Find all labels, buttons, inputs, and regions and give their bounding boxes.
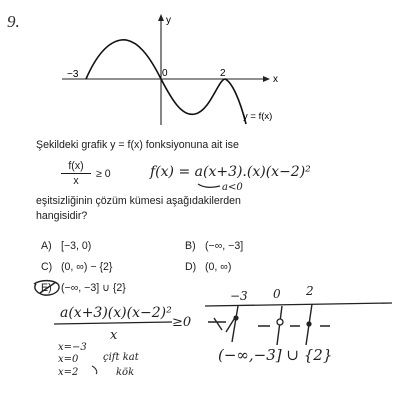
tick-label-0: 0	[162, 68, 168, 79]
hw-sign-axis	[205, 303, 392, 306]
option-text: [−3, 0)	[61, 240, 92, 252]
hw-function-form: f(x) = a(x+3).(x)(x−2)²	[150, 164, 311, 180]
tick-label-neg3: −3	[67, 69, 79, 80]
hw-double-root-note-2: kök	[116, 367, 135, 378]
question-stem-line-2: eşitsizliğinin çözüm kümesi aşağıdakilerden	[36, 195, 241, 207]
hw-root-neg3: x=−3	[58, 342, 87, 353]
curve-label: y = f(x)	[243, 111, 273, 122]
question-number: 9.	[7, 12, 20, 31]
hw-root-2: x=2	[58, 367, 79, 378]
hw-inequality-denominator: x	[110, 328, 118, 343]
inequality-relation: ≥ 0	[96, 168, 111, 180]
tick-label-2: 2	[220, 68, 226, 79]
question-stem-line-1: Şekildeki grafik y = f(x) fonksiyonuna ait ise	[36, 139, 239, 151]
option-text: (−∞, −3] ∪ {2}	[61, 282, 126, 294]
option-key: B)	[185, 240, 196, 252]
hw-sign-tick-0: 0	[273, 287, 281, 301]
hw-double-root-note: çift kat	[103, 352, 139, 363]
hw-arrow-icon	[198, 184, 220, 187]
fraction-denominator: x	[73, 175, 79, 187]
option-key: E)	[41, 282, 52, 294]
hw-inequality-relation: ≥0	[172, 315, 192, 330]
hw-brace	[92, 366, 97, 374]
hw-sign-chart-marks	[208, 304, 330, 345]
hw-a-sign: a<0	[222, 182, 243, 193]
hw-answer: (−∞,−3] ∪ {2}	[218, 346, 333, 364]
hw-inequality-numerator: a(x+3)(x)(x−2)²	[60, 305, 172, 321]
option-key: A)	[41, 240, 52, 252]
hw-closed-dot-neg3	[233, 315, 238, 320]
hw-sign-tick-neg3: −3	[230, 289, 248, 303]
hw-fraction-bar	[54, 322, 172, 324]
option-text: (0, ∞)	[205, 261, 232, 273]
y-axis-label: y	[166, 15, 171, 26]
hw-open-dot-0	[277, 319, 283, 325]
hw-root-0: x=0	[58, 354, 79, 365]
hw-option-e-mark	[34, 281, 59, 295]
fraction-numerator: f(x)	[61, 160, 91, 174]
option-text: (−∞, −3]	[205, 240, 244, 252]
option-text: (0, ∞) − {2}	[61, 261, 113, 273]
option-key: D)	[185, 261, 197, 273]
hw-closed-dot-2	[306, 321, 311, 326]
x-axis-label: x	[273, 74, 278, 85]
option-key: C)	[41, 261, 53, 273]
question-stem-line-3: hangisidir?	[36, 210, 88, 222]
hw-sign-tick-2: 2	[306, 284, 314, 298]
